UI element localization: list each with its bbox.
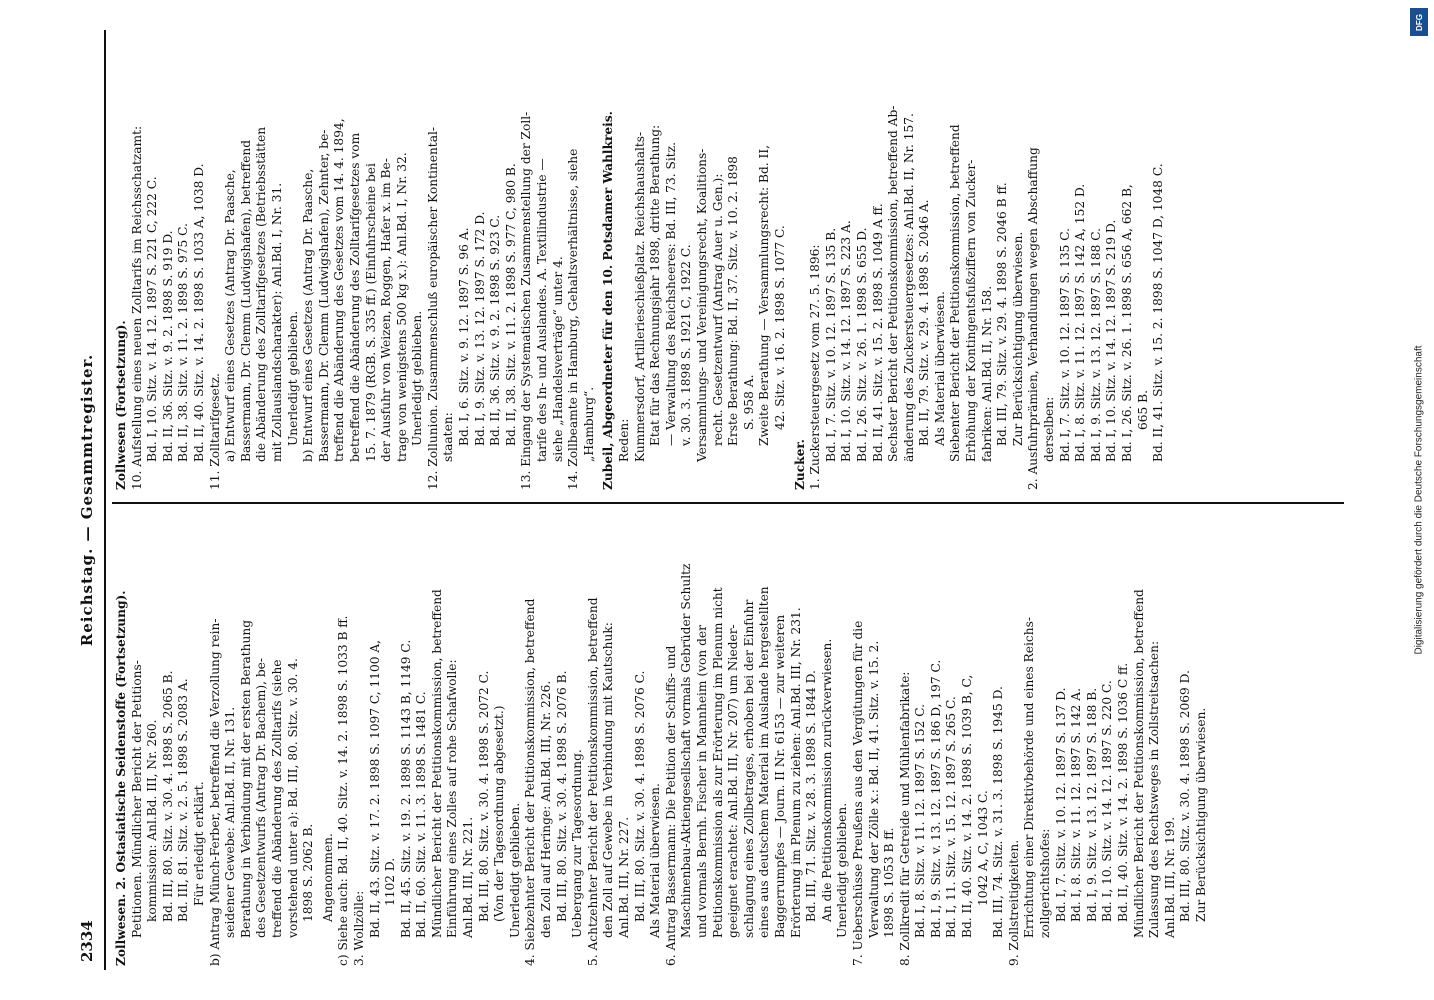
- index-line: Baggerrumpfes — Journ. II Nr. 6153 — zur weiteren: [772, 614, 787, 938]
- index-line: b) Entwurf eines Gesetzes (Antrag Dr. Paasche,: [301, 168, 316, 462]
- index-line: Unerledigt geblieben.: [285, 310, 300, 446]
- index-line: Bd. II, 60. Sitz. v. 11. 3. 1898 S. 1481 C.: [414, 691, 429, 938]
- index-line: Bd. I, 9. Sitz. v. 13. 12. 1897 S. 186 D, 197 C.: [928, 659, 943, 938]
- index-line: Bd. I, 10. Sitz. v. 14. 12. 1897 S. 223 A.: [839, 220, 854, 462]
- index-line: Angenommen.: [320, 833, 335, 922]
- index-line: Bd. I, 9. Sitz. v. 13. 12. 1897 S. 188 C.: [1088, 227, 1103, 462]
- left-column: [114, 516, 1348, 966]
- index-line: fabriken: Anl.Bd. II, Nr. 158.: [979, 285, 994, 462]
- header-rule: [104, 30, 106, 970]
- index-line: Bd. III, 80. Sitz. v. 30. 4. 1898 S. 2076 B.: [554, 670, 569, 922]
- index-line: Bd. III, 74. Sitz. v. 31. 3. 1898 S. 1945 D.: [991, 686, 1006, 938]
- index-line: 665 B.: [1135, 390, 1150, 430]
- index-line: Bd. III, 71. Sitz. v. 28. 3. 1898 S. 1844 D.: [804, 670, 819, 922]
- index-line: Anl.Bd. III, Nr. 199.: [1162, 816, 1177, 938]
- index-line: Bd. III, 80. Sitz. v. 30. 4. 1898 S. 2072 C.: [476, 670, 491, 922]
- index-line: 8. Zollkredit für Getreide und Mühlenfabrikate:: [897, 671, 912, 966]
- index-line: Bd. III, 81. Sitz. v. 2. 5. 1898 S. 2083 A.: [176, 678, 191, 922]
- index-line: betreffend die Abänderung des Zolltarifgesetzes vom: [347, 132, 362, 462]
- index-line: Siebenter Bericht der Petitionskommission, betreffend: [948, 124, 963, 462]
- index-line: Bd. III, 80. Sitz. v. 30. 4. 1898 S. 2065 B.: [160, 670, 175, 922]
- index-line: Uebergang zur Tagesordnung.: [570, 749, 585, 938]
- index-line: kommission: Anl.Bd. III, Nr. 260.: [145, 719, 160, 922]
- index-line: des Gesetzentwurfs (Antrag Dr. Bachem), be-: [254, 658, 269, 938]
- index-line: 6. Antrag Bassermann: Die Petition der Schiffs- und: [663, 645, 678, 966]
- index-heading: Zollwesen (Fortsetzung).: [114, 320, 128, 490]
- index-line: den Zoll auf Gewebe in Verbindung mit Kautschuk:: [601, 622, 616, 938]
- index-line: S. 958 A.: [741, 374, 756, 430]
- rotated-index-page: [72, 20, 1362, 980]
- index-line: Unerledigt geblieben.: [835, 802, 850, 938]
- index-line: 1898 S. 2062 B.: [301, 823, 316, 922]
- index-line: 1042 A, C, 1043 C.: [975, 790, 990, 906]
- index-line: Als Material überwiesen.: [932, 291, 947, 446]
- index-line: Bd. I, 8. Sitz. v. 11. 12. 1897 S. 142 A, 152 D.: [1073, 183, 1088, 462]
- index-line: a) Entwurf eines Gesetzes (Antrag Dr. Paasche,: [223, 169, 238, 462]
- index-line: Bd. II, 40. Sitz. v. 14. 2. 1898 S. 1036 C ff.: [1116, 662, 1130, 922]
- index-line: Bd. II, 36. Sitz. v. 9. 2. 1898 S. 919 D.: [160, 230, 175, 462]
- index-line: der Ausfuhr von Weizen, Roggen, Hafer x. im Be-: [379, 158, 394, 462]
- index-line: Bd. I, 9. Sitz. v. 13. 12. 1897 S. 172 D.: [472, 211, 487, 446]
- index-line: Bd. I, 11. Sitz. v. 15. 12. 1897 S. 265 C.: [944, 696, 959, 938]
- index-line: zollgerichtshofes:: [1038, 828, 1053, 938]
- digitization-credit: Digitalisierung gefördert durch die Deutsche Forschungsgemeinschaft: [1413, 345, 1425, 655]
- index-line: 11. Zolltarifgesetz.: [207, 373, 222, 490]
- side-credit-strip: [1406, 0, 1432, 1000]
- index-line: An die Petitionskommission zurückverwiesen.: [819, 638, 834, 922]
- index-line: Bd. II, 41. Sitz. v. 15. 2. 1898 S. 1049 A ff.: [870, 203, 885, 462]
- index-line: 5. Achtzehnter Bericht der Petitionskommission, betreffend: [585, 597, 600, 966]
- index-line: Versammlungs- und Vereinigungsrecht, Koalitions-: [694, 148, 709, 462]
- index-line: Bd. I, 7. Sitz. v. 10. 12. 1897 S. 135 C.: [1057, 227, 1072, 462]
- index-line: Reden:: [617, 418, 631, 462]
- index-line: Zur Berücksichtigung überwiesen.: [1193, 707, 1208, 922]
- index-line: Erhöhung der Kontingentsfußziffern von Zucker-: [964, 159, 979, 462]
- index-line: Für erledigt erklärt.: [191, 781, 206, 906]
- index-line: Anl.Bd. III, Nr. 221.: [461, 816, 476, 938]
- index-line: 14. Zollbeamte in Hamburg, Gehaltsverhältnisse, siehe: [566, 148, 581, 490]
- index-line: recht. Gesetzentwurf (Antrag Auer u. Gen.):: [710, 173, 725, 446]
- index-line: Bd. I, 6. Sitz. v. 9. 12. 1897 S. 96 A.: [457, 227, 472, 446]
- index-heading: Zubeil, Abgeordneter für den 10. Potsdamer Wahlkreis.: [601, 111, 616, 490]
- index-line: Errichtung einer Direktivbehörde und eines Reichs-: [1022, 617, 1037, 938]
- index-line: Bd. II, 38. Sitz. v. 11. 2. 1898 S. 975 C.: [176, 223, 191, 462]
- index-line: vorstehend unter a): Bd. III, 80. Sitz. v. 30. 4.: [285, 658, 300, 938]
- index-line: 1898 S. 1053 B ff.: [882, 827, 897, 938]
- index-line: Bd. I, 26. Sitz. v. 26. 1. 1898 S. 656 A, 662 B,: [1120, 184, 1134, 462]
- index-line: 12. Zollunion. Zusammenschluß europäischer Kontinental-: [425, 127, 440, 490]
- index-line: Bassermann, Dr. Clemm (Ludwigshafen), betreffend: [238, 139, 253, 462]
- index-line: Kummersdorf, Artillerieschießplatz. Reichshaushalts-: [632, 131, 647, 462]
- index-line: b) Antrag Münch-Ferber, betreffend die Verzollung rein-: [207, 618, 222, 966]
- index-line: Mündlicher Bericht der Petitionskommission, betreffend: [429, 589, 444, 938]
- index-line: 2. Ausfuhrprämien, Verhandlungen wegen Abschaffung: [1026, 147, 1041, 490]
- index-line: seidener Gewebe: Anl.Bd. II, Nr. 131.: [223, 706, 238, 938]
- index-line: (Von der Tagesordnung abgesetzt.): [492, 705, 507, 922]
- index-line: Bd. I, 26. Sitz. v. 26. 1. 1898 S. 655 D.: [854, 227, 869, 462]
- index-line: Unerledigt geblieben.: [410, 310, 425, 446]
- index-line: Erste Berathung: Bd. II, 37. Sitz. v. 10. 2. 1898: [726, 156, 741, 446]
- index-line: schlagung eines Zollbetrages, erhoben bei der Einfuhr: [741, 599, 756, 938]
- index-line: Bd. II, 79. Sitz. v. 29. 4. 1898 S. 2046 A.: [917, 199, 932, 446]
- index-line: Einführung eines Zolles auf rohe Schafwolle:: [445, 659, 460, 938]
- index-line: Bd. I, 8. Sitz. v. 11. 12. 1897 S. 152 C.: [913, 703, 928, 938]
- index-line: Bd. III, 79. Sitz. v. 29. 4. 1898 S. 2046 B ff.: [995, 182, 1010, 446]
- dfg-logo: [1410, 8, 1428, 36]
- index-line: 4. Siebzehnter Bericht der Petitionskommission, betreffend: [523, 598, 538, 966]
- index-line: siehe „Handelsverträge“ unter 4.: [550, 256, 565, 462]
- index-line: Erörterung im Plenum zu ziehen: Anl.Bd. III, Nr. 231.: [788, 607, 803, 938]
- index-line: Bd. I, 8. Sitz. v. 11. 12. 1897 S. 142 A.: [1069, 688, 1084, 922]
- page-number: 2334: [78, 920, 96, 962]
- index-line: staaten:: [441, 412, 456, 462]
- index-line: geeignet erachtet: Anl.Bd. III, Nr. 207) um Nieder-: [726, 624, 741, 938]
- index-line: Unerledigt geblieben.: [507, 802, 522, 938]
- index-line: Petitionen. Mündlicher Bericht der Petitions-: [129, 660, 144, 938]
- index-line: Bassermann, Dr. Clemm (Ludwigshafen), Zehnter, be-: [316, 129, 331, 462]
- index-heading: Zucker.: [792, 439, 807, 490]
- index-line: 3. Wollzölle:: [351, 890, 366, 966]
- index-line: mit Zollauslandscharakter): Anl.Bd. I, Nr. 31.: [269, 182, 284, 462]
- index-line: Berathung in Verbindung mit der ersten Berathung: [238, 619, 253, 938]
- index-line: 1. Zuckersteuergesetz vom 27. 5. 1896:: [808, 244, 823, 490]
- index-line: die Abänderung des Zolltarifgesetzes (Betriebsstätten: [254, 126, 269, 462]
- column-divider: [112, 502, 1344, 504]
- index-line: 15. 7. 1879 (RGB. S. 335 ff.) (Einfuhrscheine bei: [363, 163, 378, 462]
- index-line: 9. Zollstreitigkeiten.: [1006, 839, 1021, 966]
- index-line: Mündlicher Bericht der Petitionskommission, betreffend: [1131, 589, 1146, 938]
- right-column: [114, 40, 1348, 490]
- index-line: treffend die Abänderung des Zolltarifs (siehe: [269, 659, 284, 938]
- index-line: treffend die Abänderung des Gesetzes vom 14. 4. 1894,: [332, 118, 347, 462]
- index-line: c) Siehe auch: Bd. II, 40. Sitz. v. 14. 2. 1898 S. 1033 B ff.: [336, 615, 351, 966]
- index-line: eines aus deutschem Material im Auslande hergestellten: [757, 586, 772, 938]
- index-line: 1102 D.: [383, 857, 398, 906]
- index-line: Bd. I, 9. Sitz. v. 13. 12. 1897 S. 188 B.: [1084, 687, 1099, 922]
- index-line: — Verwaltung des Reichsheeres: Bd. III, 73. Sitz.: [663, 142, 678, 446]
- index-line: Bd. II, 40. Sitz. v. 14. 2. 1898 S. 1039 B, C,: [960, 674, 975, 938]
- dfg-logo-text: DFG: [1414, 13, 1424, 31]
- index-line: Zweite Berathung — Versammlungsrecht: Bd. II,: [757, 144, 772, 446]
- index-line: Zur Berücksichtigung überwiesen.: [1010, 231, 1025, 446]
- index-line: Petitionskommission als zur Erörterung im Plenum nicht: [710, 587, 725, 938]
- index-line: Bd. III, 80. Sitz. v. 30. 4. 1898 S. 2069 D.: [1178, 670, 1193, 922]
- running-header: [78, 38, 106, 962]
- index-line: änderung des Zuckersteuergesetzes: Anl.Bd. II, Nr. 157.: [901, 113, 916, 462]
- index-line: tarife des In- und Auslandes. A. Textilindustrie —: [535, 158, 550, 462]
- index-line: Bd. II, 45. Sitz. v. 19. 2. 1898 S. 1143 B, 1149 C.: [398, 639, 413, 938]
- index-line: Bd. II, 40. Sitz. v. 14. 2. 1898 S. 1033 A, 1038 D.: [191, 163, 206, 462]
- index-line: derselben:: [1042, 396, 1057, 462]
- index-line: „Hamburg“.: [581, 386, 596, 462]
- index-line: Bd. II, 38. Sitz. v. 11. 2. 1898 S. 977 C, 980 B.: [503, 163, 518, 446]
- index-line: Als Material überwiesen.: [648, 783, 663, 938]
- index-line: Bd. I, 10. Sitz. v. 14. 12. 1897 S. 220 C.: [1100, 680, 1115, 922]
- index-line: Etat für das Rechnungsjahr 1898, dritte Berathung:: [648, 124, 663, 446]
- index-line: Bd. II, 43. Sitz. v. 17. 2. 1898 S. 1097 C, 1100 A,: [367, 639, 382, 938]
- index-line: Anl.Bd. III, Nr. 227.: [617, 816, 631, 938]
- index-line: trage von wenigstens 500 kg x.): Anl.Bd. I, Nr. 32.: [394, 152, 409, 462]
- index-line: 10. Aufstellung eines neuen Zolltarifs im Reichsschatzamt:: [129, 125, 144, 490]
- index-line: Zulassung des Rechtsweges in Zollstreitsachen:: [1147, 640, 1162, 938]
- index-line: Bd. I, 7. Sitz. v. 10. 12. 1897 S. 135 B.: [823, 227, 838, 462]
- index-line: Verwaltung der Zölle x.: Bd. II, 41. Sitz. v. 15. 2.: [866, 640, 881, 938]
- index-line: Bd. I, 10. Sitz. v. 14. 12. 1897 S. 221 C, 222 C.: [145, 176, 160, 462]
- index-line: Bd. II, 41. Sitz. v. 15. 2. 1898 S. 1047 D, 1048 C.: [1151, 163, 1166, 462]
- index-line: und vormals Bernh. Fischer in Mannheim (von der: [694, 625, 709, 938]
- index-line: Bd. III, 80. Sitz. v. 30. 4. 1898 S. 2076 C.: [632, 670, 647, 922]
- index-line: Sechster Bericht der Petitionskommission, betreffend Ab-: [886, 105, 901, 462]
- index-line: Bd. I, 7. Sitz. v. 10. 12. 1897 S. 137 D.: [1053, 687, 1068, 922]
- index-line: 42. Sitz. v. 16. 2. 1898 S. 1077 C.: [772, 225, 787, 430]
- running-title: Reichstag. — Gesammtregister.: [78, 353, 96, 647]
- index-line: v. 30. 3. 1898 S. 1921 C, 1922 C.: [679, 244, 694, 446]
- index-line: Maschinenbau-Aktiengesellschaft vormals Gebrüder Schultz: [679, 563, 694, 938]
- index-line: den Zoll auf Heringe: Anl.Bd. III, Nr. 226.: [539, 680, 554, 938]
- index-line: Bd. II, 36. Sitz. v. 9. 2. 1898 S. 923 C.: [488, 214, 503, 446]
- index-line: 7. Ueberschüsse Preußens aus den Vergütungen für die: [850, 620, 865, 966]
- index-line: 13. Eingang der Systematischen Zusammenstellung der Zoll-: [519, 111, 534, 490]
- index-line: Bd. I, 10. Sitz. v. 14. 12. 1897 S. 219 D.: [1104, 219, 1119, 462]
- index-heading: Zollwesen. 2. Ostasiatische Seidenstoffe (Fortsetzung).: [114, 590, 128, 966]
